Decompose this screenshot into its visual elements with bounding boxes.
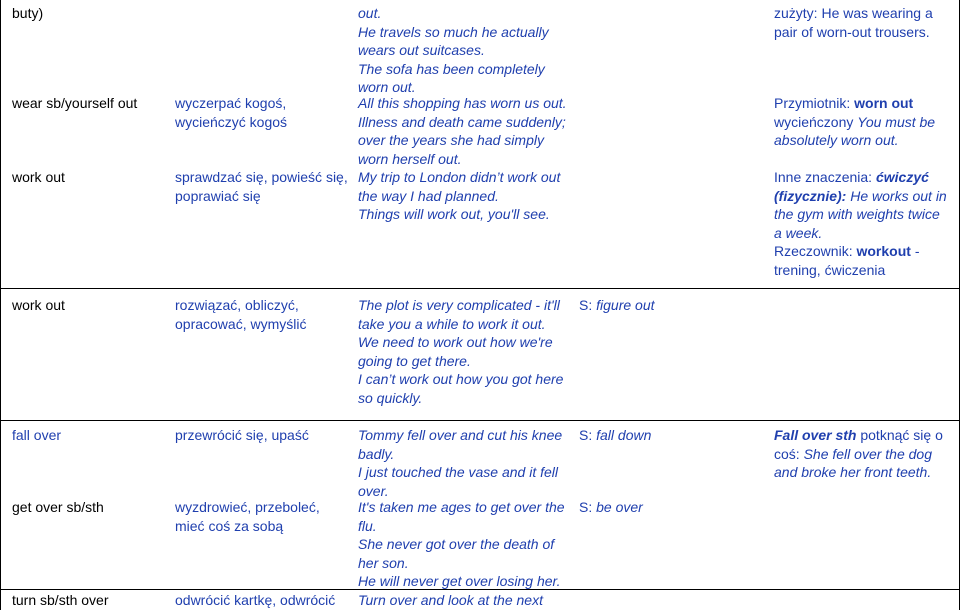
note-example: and broke her front teeth. <box>774 464 932 480</box>
example-line: out. <box>358 5 382 21</box>
example-line: Turn over and look at the next <box>358 592 543 608</box>
example-line: the way I had planned. <box>358 187 499 204</box>
note-example: absolutely worn out. <box>774 132 899 148</box>
notes-cell <box>774 168 947 279</box>
example-line: The sofa has been completely <box>358 60 545 77</box>
example-line: All this shopping has worn us out. <box>358 95 567 111</box>
polish-cell <box>175 426 309 445</box>
polish-line: przewrócić się, upaść <box>175 427 309 443</box>
note-keyword: ćwiczyć <box>875 169 929 185</box>
example-line: worn herself out. <box>358 150 462 167</box>
synonym-word: figure out <box>596 297 655 313</box>
polish-line: rozwiązać, obliczyć, <box>175 297 299 313</box>
note-polish: potknąć się o <box>860 427 943 443</box>
phrase-cell <box>12 426 61 445</box>
example-line: She never got over the death of <box>358 536 555 552</box>
synonym-cell <box>579 498 643 517</box>
note-dash: - <box>914 243 920 259</box>
column-divider <box>0 0 1 610</box>
examples-cell <box>358 168 560 224</box>
synonym-word: fall down <box>596 427 652 443</box>
synonym-label: S: <box>579 427 593 443</box>
synonym-cell <box>579 426 651 445</box>
note-example: She fell over the dog <box>803 445 932 462</box>
example-line: Things will work out, you'll see. <box>358 206 550 222</box>
polish-cell <box>175 168 348 205</box>
polish-line: poprawiać się <box>175 187 261 204</box>
example-line: We need to work out how we're <box>358 334 553 350</box>
row-divider <box>0 288 960 289</box>
example-line: He will never get over losing her. <box>358 573 561 589</box>
polish-line: wycieńczyć kogoś <box>175 113 288 130</box>
notes-cell <box>774 4 933 41</box>
example-line: her son. <box>358 554 409 571</box>
polish-line: odwrócić kartkę, odwrócić <box>175 592 336 608</box>
phrase: turn sb/sth over <box>12 592 109 608</box>
note-keyword: Fall over sth <box>774 427 857 443</box>
note-polish: coś: <box>774 445 800 462</box>
example-line: My trip to London didn’t work out <box>358 169 561 185</box>
examples-cell <box>358 426 562 500</box>
example-line: over the years she had simply <box>358 132 544 148</box>
note-label: Inne znaczenia: <box>774 169 873 185</box>
phrase: get over sb/sth <box>12 499 104 515</box>
polish-line: wyzdrowieć, przeboleć, <box>175 499 320 515</box>
note-keyword: worn out <box>854 95 914 111</box>
phrase-cell <box>12 498 104 517</box>
note-example: He works out in <box>850 187 947 204</box>
example-line: Tommy fell over and cut his knee <box>358 427 563 443</box>
polish-cell <box>175 94 287 131</box>
polish-line: sprawdzać się, powieść się, <box>175 169 348 185</box>
example-line: badly. <box>358 445 395 462</box>
example-line: It's taken me ages to get over the <box>358 499 565 515</box>
table-row <box>12 4 43 23</box>
note-label: Rzeczownik: <box>774 243 853 259</box>
example-line: going to get there. <box>358 352 471 369</box>
phrase: work out <box>12 169 65 185</box>
examples-cell <box>358 296 563 407</box>
examples-cell <box>358 591 543 610</box>
example-line: over. <box>358 482 389 499</box>
note-keyword: (fizycznie): <box>774 187 847 204</box>
note-example: a week. <box>774 224 823 241</box>
phrase-cell <box>12 591 109 610</box>
synonym-cell <box>579 296 655 315</box>
example-line: The plot is very complicated - it'll <box>358 297 560 313</box>
synonym-label: S: <box>579 297 593 313</box>
phrase-cell: buty) <box>12 5 44 21</box>
polish-cell <box>175 498 320 535</box>
note-line: zużyty: He was wearing a <box>774 5 933 21</box>
example-line: flu. <box>358 517 377 534</box>
polish-line: mieć coś za sobą <box>175 517 284 534</box>
phrase: wear sb/yourself out <box>12 95 138 111</box>
example-line: Illness and death came suddenly; <box>358 113 566 130</box>
notes-cell <box>774 426 943 482</box>
note-example: You must be <box>857 113 936 130</box>
note-example: the gym with weights twice <box>774 206 940 222</box>
note-polish: trening, ćwiczenia <box>774 261 886 278</box>
synonym-label: S: <box>579 499 593 515</box>
synonym-word: be over <box>596 499 643 515</box>
phrase-cell <box>12 168 65 187</box>
examples-cell <box>358 4 549 97</box>
example-line: I just touched the vase and it fell <box>358 464 559 480</box>
example-line: take you a while to work it out. <box>358 315 546 332</box>
phrase: work out <box>12 297 65 313</box>
notes-cell <box>774 94 935 150</box>
note-line: pair of worn-out trousers. <box>774 23 930 40</box>
examples-cell <box>358 498 565 591</box>
polish-line: wyczerpać kogoś, <box>175 95 287 111</box>
example-line: I can’t work out how you got here <box>358 371 564 387</box>
polish-line: opracować, wymyślić <box>175 315 307 332</box>
polish-cell <box>175 296 306 333</box>
example-line: worn out. <box>358 79 416 95</box>
polish-cell <box>175 591 335 610</box>
note-polish: wycieńczony <box>774 113 854 130</box>
example-line: He travels so much he actually <box>358 23 549 40</box>
examples-cell <box>358 94 567 168</box>
example-line: so quickly. <box>358 389 423 406</box>
phrase-cell <box>12 296 65 315</box>
phrase: fall over <box>12 427 62 443</box>
example-line: wears out suitcases. <box>358 42 485 58</box>
phrase-cell <box>12 94 137 113</box>
note-label: Przymiotnik: <box>774 95 851 111</box>
note-keyword: workout <box>856 243 911 259</box>
row-divider <box>0 420 960 421</box>
